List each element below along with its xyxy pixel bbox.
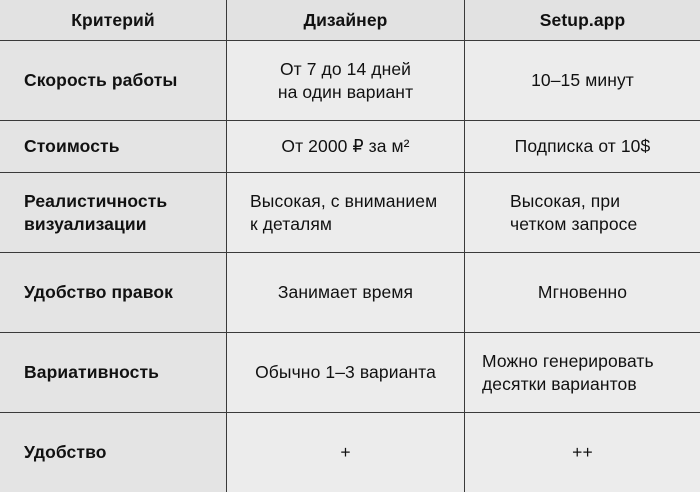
row-setup-value: 10–15 минут	[464, 41, 700, 120]
row-designer-value: От 2000 ₽ за м²	[226, 121, 464, 172]
header-criterion: Критерий	[0, 0, 226, 40]
row-criterion: Стоимость	[0, 121, 226, 172]
header-designer: Дизайнер	[226, 0, 464, 40]
table-row	[0, 413, 700, 492]
table-row	[0, 253, 700, 333]
table-row	[0, 173, 700, 253]
row-setup-value: Подписка от 10$	[464, 121, 700, 172]
row-setup-value: ++	[464, 413, 700, 492]
row-setup-value: Мгновенно	[464, 253, 700, 332]
row-criterion: Скорость работы	[0, 41, 226, 120]
row-designer-value: Занимает время	[226, 253, 464, 332]
row-designer-value: От 7 до 14 дней на один вариант	[226, 41, 464, 120]
row-criterion: Удобство	[0, 413, 226, 492]
row-criterion: Вариативность	[0, 333, 226, 412]
row-criterion: Реалистичность визуализации	[0, 173, 226, 252]
row-designer-value: Высокая, с вниманием к деталям	[226, 173, 464, 252]
row-setup-value: Можно генерировать десятки вариантов	[464, 333, 700, 412]
row-designer-value: Обычно 1–3 варианта	[226, 333, 464, 412]
table-row	[0, 41, 700, 121]
table-row	[0, 121, 700, 173]
row-setup-value: Высокая, при четком запросе	[464, 173, 700, 252]
row-designer-value: +	[226, 413, 464, 492]
row-criterion: Удобство правок	[0, 253, 226, 332]
header-setup-app: Setup.app	[464, 0, 700, 40]
table-header-row	[0, 0, 700, 41]
table-row	[0, 333, 700, 413]
